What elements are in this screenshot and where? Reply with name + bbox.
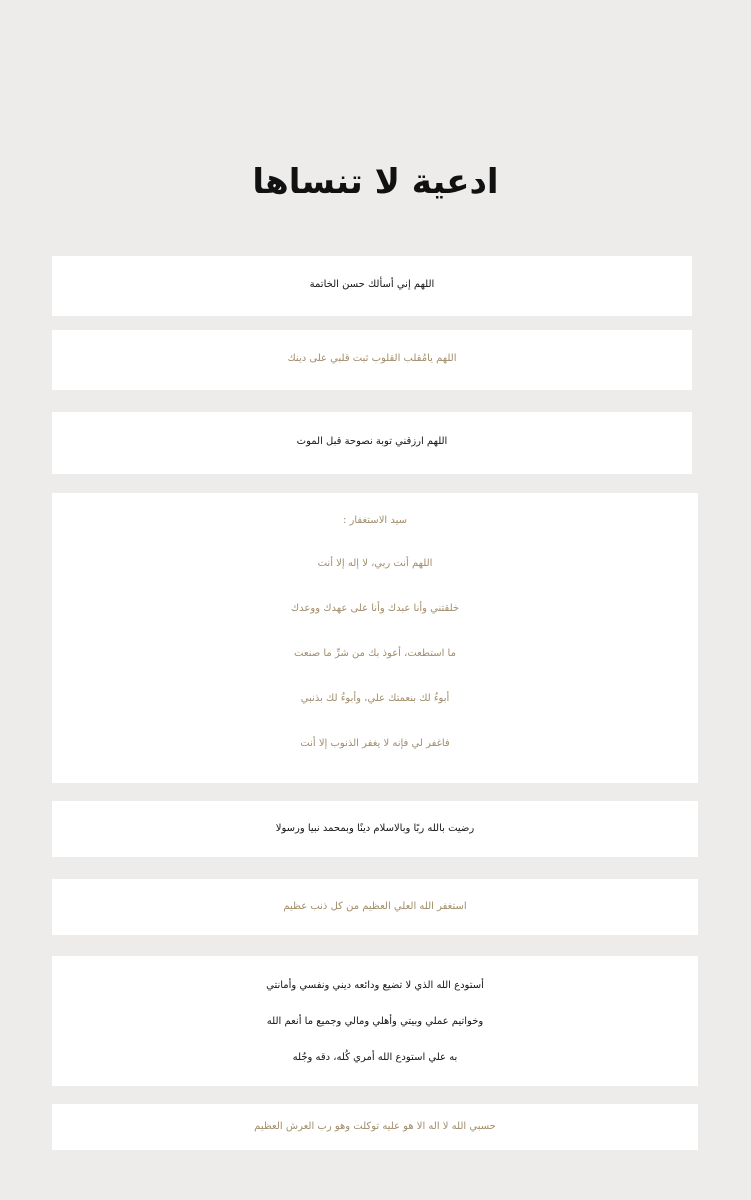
dua-line: فاغفر لي فإنه لا يغفر الذنوب إلا أنت <box>300 738 450 749</box>
dua-line: وخواتيم عملي وبيتي وأهلي ومالي وجميع ما أنعم الله <box>266 1016 484 1027</box>
dua-card-7 <box>52 956 698 1086</box>
dua-text: اللهم إني أسألك حسن الخاتمة <box>309 279 435 290</box>
dua-card-5 <box>52 801 698 857</box>
dua-line: به علي استودع الله أمري كُله، دقه وجُله <box>292 1052 458 1063</box>
dua-card-3 <box>52 412 692 474</box>
dua-line: أبوءُ لك بنعمتك علي، وأبوءُ لك بذنبي <box>300 693 450 704</box>
dua-text: اللهم ارزقني توبة نصوحة قبل الموت <box>296 436 448 447</box>
dua-line: أستودع الله الذي لا تضيع ودائعه ديني ونفسي وأمانتي <box>266 980 484 991</box>
dua-line: ما استطعت، أعوذ بك من شرِّ ما صنعت <box>294 648 456 659</box>
dua-line: خلقتني وأنا عبدك وأنا على عهدك ووعدك <box>290 603 460 614</box>
dua-text: رضيت بالله ربًا وبالاسلام دينًا وبمحمد نبيا ورسولا <box>275 823 475 834</box>
card-heading: سيد الاستغفار : <box>342 515 407 526</box>
dua-card-6 <box>52 879 698 935</box>
page-title: ادعية لا تنساها <box>252 162 499 202</box>
dua-card-sayyid-al-istighfar <box>52 493 698 783</box>
dua-text: اللهم يامُقلب القلوب ثبت قلبي على دينك <box>287 353 457 364</box>
dua-card-1 <box>52 256 692 316</box>
dua-text: استغفر الله العلي العظيم من كل ذنب عظيم <box>283 901 467 912</box>
dua-card-2 <box>52 330 692 390</box>
dua-line: اللهم أنت ربي، لا إله إلا أنت <box>317 558 433 569</box>
dua-text: حسبي الله لا اله الا هو عليه توكلت وهو رب العرش العظيم <box>254 1121 496 1132</box>
dua-card-8 <box>52 1104 698 1150</box>
